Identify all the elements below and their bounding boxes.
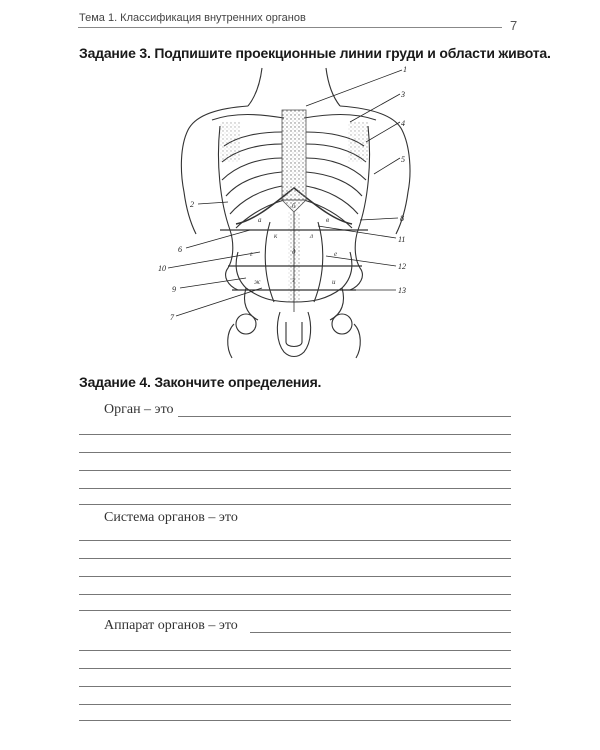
region-label: д — [292, 248, 296, 256]
definition-term-organ-apparatus: Аппарат органов – это — [104, 618, 238, 633]
callout-label: 9 — [172, 285, 176, 294]
callout-label: 12 — [398, 262, 406, 271]
answer-line[interactable] — [79, 720, 511, 721]
answer-line[interactable] — [250, 632, 511, 633]
callout-label: 4 — [401, 119, 405, 128]
answer-line[interactable] — [79, 488, 511, 489]
answer-line[interactable] — [79, 594, 511, 595]
header-divider — [78, 27, 502, 28]
region-label: е — [334, 250, 338, 258]
answer-line[interactable] — [79, 650, 511, 651]
region-label: г — [250, 250, 253, 258]
callout-label: 2 — [190, 200, 194, 209]
region-label: л — [310, 232, 314, 240]
answer-line[interactable] — [79, 686, 511, 687]
region-label: б — [292, 202, 296, 210]
answer-line[interactable] — [79, 668, 511, 669]
task3-heading: Задание 3. Подпишите проекционные линии груди и области живота. — [79, 45, 551, 61]
region-label: ж — [254, 278, 261, 286]
callout-label: 7 — [170, 313, 174, 322]
callout-label: 8 — [400, 214, 404, 223]
answer-line[interactable] — [79, 504, 511, 505]
region-label: и — [332, 278, 336, 286]
callout-label: 10 — [158, 264, 166, 273]
task4-heading: Задание 4. Закончите определения. — [79, 374, 322, 390]
region-label: к — [274, 232, 278, 240]
page-number: 7 — [510, 18, 518, 33]
torso-projection-lines-figure — [150, 62, 450, 368]
callout-label: 5 — [401, 155, 405, 164]
definition-term-organ: Орган – это — [104, 402, 174, 417]
region-label: а — [258, 216, 262, 224]
header-topic: Тема 1. Классификация внутренних органов — [79, 12, 306, 24]
answer-line[interactable] — [79, 558, 511, 559]
callout-label: 13 — [398, 286, 406, 295]
callout-label: 1 — [403, 65, 407, 74]
answer-line[interactable] — [79, 540, 511, 541]
region-label: з — [292, 276, 295, 284]
callout-label: 6 — [178, 245, 182, 254]
answer-line[interactable] — [79, 434, 511, 435]
callout-label: 11 — [398, 235, 406, 244]
answer-line[interactable] — [79, 576, 511, 577]
answer-line[interactable] — [79, 704, 511, 705]
callout-label: 3 — [401, 90, 405, 99]
answer-line[interactable] — [79, 452, 511, 453]
region-label: в — [326, 216, 330, 224]
answer-line[interactable] — [79, 610, 511, 611]
definition-term-organ-system: Система органов – это — [104, 510, 238, 525]
answer-line[interactable] — [178, 416, 511, 417]
answer-line[interactable] — [79, 470, 511, 471]
